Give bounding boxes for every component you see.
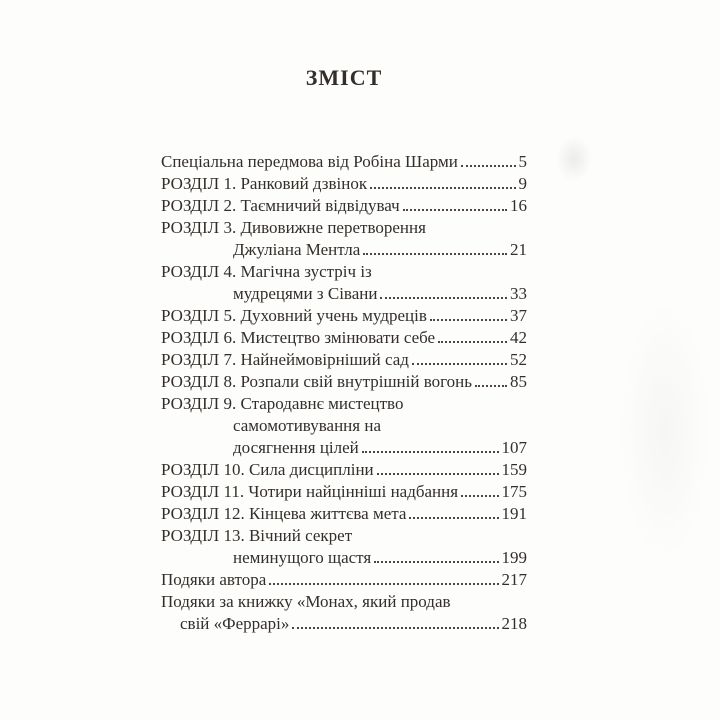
toc-entry-text: РОЗДІЛ 12. Кінцева життєва мета xyxy=(161,504,407,523)
dot-leader xyxy=(461,495,498,497)
dot-leader xyxy=(403,209,507,211)
page-number: 107 xyxy=(501,438,527,457)
toc-entry-text: Подяки за книжку «Монах, який продав xyxy=(161,592,451,611)
toc-row xyxy=(161,481,527,503)
dot-leader xyxy=(380,297,507,299)
dot-leader xyxy=(362,451,499,453)
toc-entry-text: РОЗДІЛ 5. Духовний учень мудреців xyxy=(161,306,427,325)
toc-row xyxy=(161,591,527,613)
photo-smudge xyxy=(620,300,710,560)
page-number: 42 xyxy=(510,328,527,347)
photo-smudge xyxy=(556,136,592,182)
page-number: 52 xyxy=(510,350,527,369)
toc-row xyxy=(161,261,527,283)
toc-entry-text: РОЗДІЛ 8. Розпали свій внутрішній вогонь xyxy=(161,372,473,391)
toc-row xyxy=(161,569,527,591)
page-number: 191 xyxy=(501,504,527,523)
page-number: 5 xyxy=(518,152,527,171)
toc-entry-text: РОЗДІЛ 13. Вічний секрет xyxy=(161,526,353,545)
page-number: 175 xyxy=(501,482,527,501)
toc-entry-text: неминущого щастя xyxy=(233,548,372,567)
dot-leader xyxy=(430,319,507,321)
toc-entry-text: Джуліана Ментла xyxy=(233,240,361,259)
toc-entry-text: РОЗДІЛ 9. Стародавнє мистецтво xyxy=(161,394,404,413)
toc-row xyxy=(161,305,527,327)
toc-row xyxy=(161,217,527,239)
page-title: ЗМІСТ xyxy=(305,64,383,90)
page-number: 199 xyxy=(501,548,527,567)
dot-leader xyxy=(409,517,498,519)
toc-entry-text: РОЗДІЛ 2. Таємничий відвідувач xyxy=(161,196,400,215)
toc-entry-text: Спеціальна передмова від Робіна Шарми xyxy=(161,152,458,171)
toc-entry-text: свій «Феррарі» xyxy=(180,614,290,633)
page-number: 21 xyxy=(510,240,527,259)
dot-leader xyxy=(269,583,498,585)
dot-leader xyxy=(438,341,507,343)
table-of-contents xyxy=(161,151,527,635)
dot-leader xyxy=(363,253,507,255)
page-number: 33 xyxy=(510,284,527,303)
dot-leader xyxy=(377,473,499,475)
toc-row xyxy=(161,349,527,371)
toc-entry-text: РОЗДІЛ 11. Чотири найцінніші надбання xyxy=(161,482,459,501)
toc-row xyxy=(161,525,527,547)
toc-row xyxy=(161,437,527,459)
toc-entry-text: РОЗДІЛ 6. Мистецтво змінювати себе xyxy=(161,328,436,347)
toc-row xyxy=(161,415,527,437)
toc-row xyxy=(161,195,527,217)
dot-leader xyxy=(412,363,507,365)
toc-row xyxy=(161,503,527,525)
toc-entry-text: РОЗДІЛ 1. Ранковий дзвінок xyxy=(161,174,368,193)
dot-leader xyxy=(475,385,507,387)
page-number: 37 xyxy=(510,306,527,325)
page-number: 16 xyxy=(510,196,527,215)
dot-leader xyxy=(461,165,516,167)
toc-row xyxy=(161,459,527,481)
toc-entry-text: самомотивування на xyxy=(233,416,381,435)
toc-entry-text: Подяки автора xyxy=(161,570,267,589)
dot-leader xyxy=(370,187,515,189)
dot-leader xyxy=(292,627,498,629)
dot-leader xyxy=(374,561,498,563)
toc-row xyxy=(161,173,527,195)
page-number: 159 xyxy=(501,460,527,479)
toc-row xyxy=(161,327,527,349)
page-number: 9 xyxy=(518,174,527,193)
page-number: 85 xyxy=(510,372,527,391)
page-number: 217 xyxy=(501,570,527,589)
toc-row xyxy=(161,393,527,415)
toc-entry-text: РОЗДІЛ 7. Найнеймовірніший сад xyxy=(161,350,409,369)
toc-row xyxy=(161,371,527,393)
page-number: 218 xyxy=(501,614,527,633)
toc-row xyxy=(161,547,527,569)
toc-row xyxy=(161,151,527,173)
toc-entry-text: РОЗДІЛ 10. Сила дисципліни xyxy=(161,460,374,479)
toc-entry-text: мудрецями з Сівани xyxy=(233,284,378,303)
toc-row xyxy=(161,283,527,305)
toc-row xyxy=(161,613,527,635)
toc-row xyxy=(161,239,527,261)
toc-entry-text: РОЗДІЛ 3. Дивовижне перетворення xyxy=(161,218,426,237)
toc-entry-text: РОЗДІЛ 4. Магічна зустріч із xyxy=(161,262,372,281)
toc-entry-text: досягнення цілей xyxy=(233,438,359,457)
